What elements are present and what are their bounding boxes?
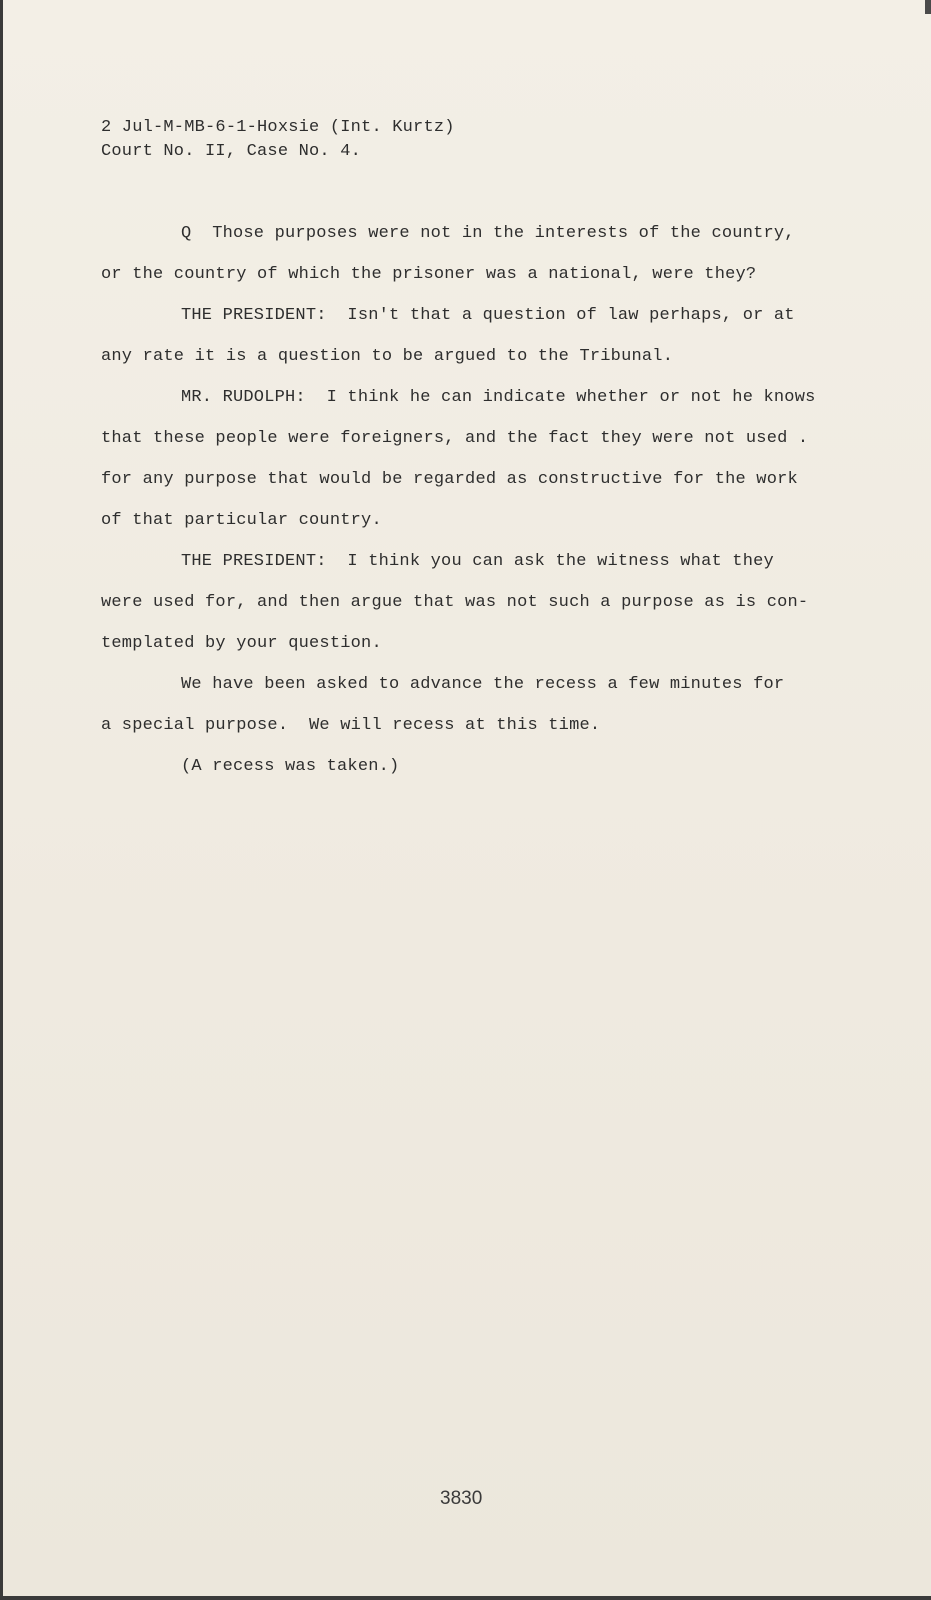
scan-border-corner — [925, 0, 931, 14]
transcript-line: templated by your question. — [101, 634, 382, 653]
transcript-line: for any purpose that would be regarded as constructive for the work — [101, 470, 798, 489]
transcript-line: were used for, and then argue that was not such a purpose as is con- — [101, 593, 809, 612]
transcript-line: We have been asked to advance the recess a few minutes for — [181, 675, 785, 694]
transcript-line: MR. RUDOLPH: I think he can indicate whether or not he knows — [181, 388, 816, 407]
transcript-line: THE PRESIDENT: Isn't that a question of law perhaps, or at — [181, 306, 795, 325]
header-line-court: Court No. II, Case No. 4. — [101, 142, 362, 161]
transcript-line: (A recess was taken.) — [181, 757, 400, 776]
transcript-body — [101, 213, 821, 787]
transcript-line: any rate it is a question to be argued to the Tribunal. — [101, 347, 674, 366]
scan-border-left — [0, 0, 3, 1600]
transcript-line: THE PRESIDENT: I think you can ask the witness what they — [181, 552, 774, 571]
transcript-line: that these people were foreigners, and the fact they were not used . — [101, 429, 809, 448]
document-header — [101, 116, 455, 164]
page-number: 3830 — [440, 1488, 483, 1509]
header-line-reference: 2 Jul-M-MB-6-1-Hoxsie (Int. Kurtz) — [101, 118, 455, 137]
scan-border-bottom — [0, 1596, 931, 1600]
transcript-line: Q Those purposes were not in the interests of the country, — [181, 224, 795, 243]
transcript-line: a special purpose. We will recess at this time. — [101, 716, 601, 735]
transcript-line: or the country of which the prisoner was a national, were they? — [101, 265, 757, 284]
transcript-line: of that particular country. — [101, 511, 382, 530]
